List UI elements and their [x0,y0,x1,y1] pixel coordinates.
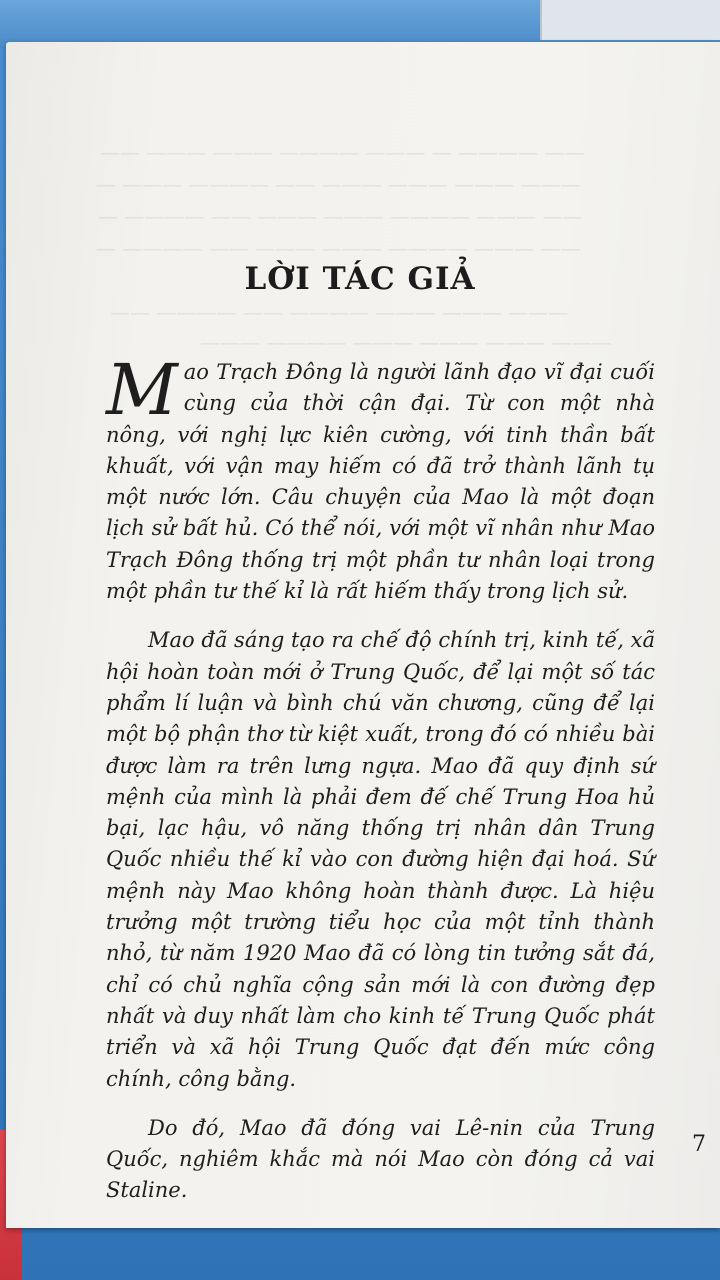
show-through-line: —— ——— ———— ——— ——— —— ———— — [98,204,583,228]
show-through-line: —— ———— — ——— ———— ——— ——— —— [100,140,585,164]
paragraph-1 [106,349,655,607]
body-text [106,349,655,1207]
show-through-line: —— ——— ———— ——— ——— —— ———— — [96,236,581,260]
page-title: LỜI TÁC GIẢ [244,260,476,297]
paragraph-3: Do đó, Mao đã đóng vai Lê-nin của Trung Quốc, nghiêm khắc mà nói Mao còn đóng cả vai Staline. [106,1115,655,1203]
drop-cap: M [106,349,178,431]
show-through-line: ——— ——— ——— ——— ———— ——— [200,330,612,354]
top-right-object [540,0,720,40]
page-number: 7 [692,1132,706,1157]
show-through-line: ——— ——— ——— ——— —— ———— ——— — [96,172,581,196]
paragraph-2: Mao đã sáng tạo ra chế độ chính trị, kinh tế, xã hội hoàn toàn mới ở Trung Quốc, để lại một số tác phẩm lí luận và bình chú văn chương, cũng để lại một bộ phận thơ từ kiệt xuất, trong đó có nhiều bài được làm ra trên lưng ngựa. Mao đã quy định sứ mệnh của mình là phải đem đế chế Trung Hoa hủ bại, lạc hậu, vô năng thống trị nhân dân Trung Quốc nhiều thế kỉ vào con đường hiện đại hoá. Sứ mệnh này Mao không hoàn thành được. Là hiệu trưởng một trường tiểu học của một tỉnh thành nhỏ, từ năm 1920 Mao đã có lòng tin tưởng sắt đá, chỉ có chủ nghĩa cộng sản mới là con đường đẹp nhất và duy nhất làm cho kinh tế Trung Quốc phát triển và xã hội Trung Quốc đạt đến mức công chính, công bằng. [106,628,655,1091]
show-through-line: ——— ——— ——— ———— —— ———— —— [110,300,569,324]
paragraph-1-text: ao Trạch Đông là người lãnh đạo vĩ đại cuối cùng của thời cận đại. Từ con một nhà nông, với nghị lực kiên cường, với tinh thần bất khuất, với vận may hiếm có đã trở thành lãnh tụ một nước lớn. Câu chuyện của Mao là một đoạn lịch sử bất hủ. Có thể nói, với một vĩ nhân như Mao Trạch Đông thống trị một phần tư nhân loại trong một phần tư thế kỉ là rất hiếm thấy trong lịch sử. [106,360,655,604]
